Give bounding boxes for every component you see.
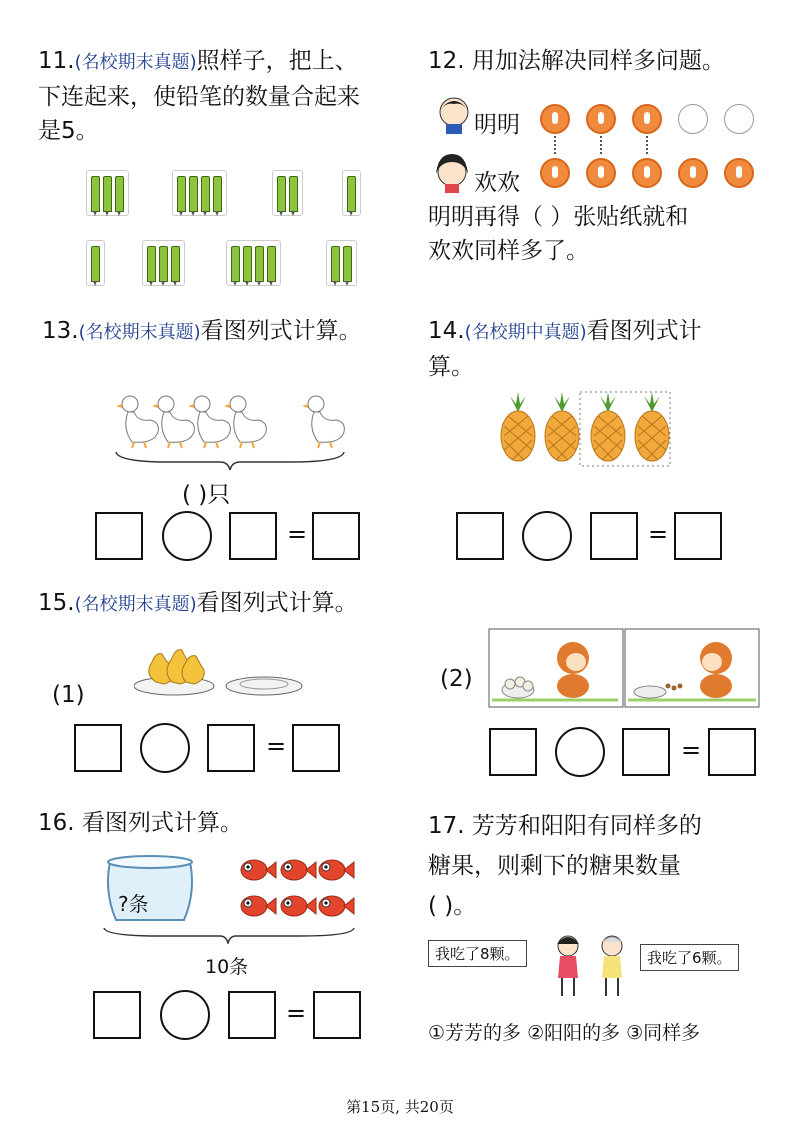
fish-icon xyxy=(319,860,354,880)
q15-1-box-2[interactable] xyxy=(207,724,255,772)
q12-answer xyxy=(428,200,788,268)
q13-box-result[interactable] xyxy=(312,512,360,560)
fish-icon xyxy=(281,896,316,916)
pencil-icon xyxy=(171,246,180,282)
q15-part2-label: (2) xyxy=(440,666,473,692)
sticker-icon xyxy=(540,158,570,188)
duck-icon xyxy=(188,396,230,448)
duck-icon xyxy=(116,396,158,448)
pencil-icon xyxy=(201,176,210,212)
q15-prompt xyxy=(38,586,358,622)
pencil-icon xyxy=(103,176,112,212)
q14-operator-circle[interactable] xyxy=(522,511,572,561)
pencil-icon xyxy=(343,246,352,282)
pencil-icon xyxy=(91,176,100,212)
q15-2-box-2[interactable] xyxy=(622,728,670,776)
q16-bowl-label: ?条 xyxy=(118,892,149,916)
pencil-icon xyxy=(347,176,356,212)
q15-number: 15. xyxy=(38,590,75,616)
q16-operator-circle[interactable] xyxy=(160,990,210,1040)
pineapple-icon xyxy=(545,392,579,461)
q16-box-result[interactable] xyxy=(313,991,361,1039)
q17-speech-1: 我吃了8颗。 xyxy=(428,940,527,967)
q13-tag: (名校期末真题) xyxy=(78,322,201,343)
q13-prompt xyxy=(42,314,362,350)
sticker-icon xyxy=(632,158,662,188)
q12-name-mingming: 明明 xyxy=(474,112,520,138)
q11-line1: 照样子，把上、 xyxy=(196,48,358,74)
sticker-icon xyxy=(678,158,708,188)
q16-box-1[interactable] xyxy=(93,991,141,1039)
q15-text: 看图列式计算。 xyxy=(196,590,358,616)
pencil-icon xyxy=(231,246,240,282)
page-footer: 第15页, 共20页 xyxy=(346,1098,454,1116)
pencil-icon xyxy=(159,246,168,282)
q11-number: 11. xyxy=(38,48,75,74)
q17-prompt xyxy=(428,806,778,926)
fish-icon xyxy=(241,896,276,916)
q15-1-operator-circle[interactable] xyxy=(140,723,190,773)
q13-blank-label: ( )只 xyxy=(182,482,231,508)
q13-equals: = xyxy=(287,520,308,548)
sticker-icon xyxy=(586,104,616,134)
match-line xyxy=(600,136,602,154)
q15-2-box-result[interactable] xyxy=(708,728,756,776)
monkey-peanuts-illustration xyxy=(488,628,760,708)
pencil-icon xyxy=(267,246,276,282)
fish-icon xyxy=(241,860,276,880)
pineapple-icon xyxy=(635,392,669,461)
match-line xyxy=(646,136,648,154)
q17-line2: 糖果，则剩下的糖果数量 xyxy=(428,853,681,879)
q16-prompt: 16. 看图列式计算。 xyxy=(38,810,243,836)
pencil-group[interactable] xyxy=(272,170,303,216)
q14-box-result[interactable] xyxy=(674,512,722,560)
pencil-group[interactable] xyxy=(86,240,105,286)
pencil-group[interactable] xyxy=(342,170,361,216)
q15-tag: (名校期末真题) xyxy=(74,594,197,615)
pineapple-icon xyxy=(501,392,535,461)
q14-equals: = xyxy=(648,520,669,548)
pencil-group[interactable] xyxy=(86,170,129,216)
duck-icon xyxy=(302,396,344,448)
pencil-icon xyxy=(331,246,340,282)
pencil-icon xyxy=(255,246,264,282)
q15-2-equals: = xyxy=(681,736,702,764)
q16-total-label: 10条 xyxy=(205,956,249,978)
sticker-icon xyxy=(540,104,570,134)
q15-1-equals: = xyxy=(266,732,287,760)
pencil-icon xyxy=(115,176,124,212)
q13-text: 看图列式计算。 xyxy=(200,318,362,344)
q11-tag: (名校期末真题) xyxy=(74,52,197,73)
pencil-icon xyxy=(277,176,286,212)
pineapple-icon xyxy=(591,392,625,461)
q13-number: 13. xyxy=(42,318,79,344)
sticker-icon xyxy=(586,158,616,188)
pencil-group[interactable] xyxy=(172,170,227,216)
q14-tag: (名校期中真题) xyxy=(464,322,587,343)
pencil-icon xyxy=(147,246,156,282)
ducks-illustration xyxy=(110,392,350,472)
pencil-group[interactable] xyxy=(326,240,357,286)
q12-answer-line1: 明明再得（ ）张贴纸就和 xyxy=(428,204,689,230)
q14-box-1[interactable] xyxy=(456,512,504,560)
q17-speech-2: 我吃了6颗。 xyxy=(640,944,739,971)
q17-line1: 17. 芳芳和阳阳有同样多的 xyxy=(428,813,702,839)
q17-line3: ( )。 xyxy=(428,893,477,919)
fish-icon xyxy=(281,860,316,880)
q14-line1: 看图列式计 xyxy=(586,318,702,344)
pencil-icon xyxy=(177,176,186,212)
duck-icon xyxy=(152,396,194,448)
fangfang-yangyang-illustration xyxy=(540,932,636,1002)
q14-line2: 算。 xyxy=(428,354,474,380)
fish-icon xyxy=(319,896,354,916)
q16-equals: = xyxy=(286,999,307,1027)
q15-2-operator-circle[interactable] xyxy=(555,727,605,777)
q15-1-box-result[interactable] xyxy=(292,724,340,772)
q15-part1-label: (1) xyxy=(52,682,85,708)
huanhuan-avatar-icon xyxy=(430,150,474,194)
sticker-icon xyxy=(724,158,754,188)
q14-prompt xyxy=(428,314,788,384)
pencil-icon xyxy=(213,176,222,212)
q13-box-2[interactable] xyxy=(229,512,277,560)
empty-sticker-slot xyxy=(678,104,708,134)
q11-prompt xyxy=(38,44,418,148)
q12-answer-line2: 欢欢同样多了。 xyxy=(428,238,589,264)
pencil-group[interactable] xyxy=(142,240,185,286)
q11-line2: 下连起来，使铅笔的数量合起来 xyxy=(38,84,360,110)
duck-icon xyxy=(224,396,266,448)
q17-options: ①芳芳的多 ②阳阳的多 ③同样多 xyxy=(428,1022,701,1044)
pineapples-illustration xyxy=(490,390,680,470)
q11-line3: 是5。 xyxy=(38,118,99,144)
q13-box-1[interactable] xyxy=(95,512,143,560)
q16-box-2[interactable] xyxy=(228,991,276,1039)
q13-operator-circle[interactable] xyxy=(162,511,212,561)
q14-box-2[interactable] xyxy=(590,512,638,560)
sticker-icon xyxy=(632,104,662,134)
q15-1-box-1[interactable] xyxy=(74,724,122,772)
mingming-avatar-icon xyxy=(432,92,476,136)
q15-2-box-1[interactable] xyxy=(489,728,537,776)
q12-prompt: 12. 用加法解决同样多问题。 xyxy=(428,48,725,74)
pencil-icon xyxy=(91,246,100,282)
pencil-icon xyxy=(289,176,298,212)
pears-plates-illustration xyxy=(134,634,314,698)
q14-number: 14. xyxy=(428,318,465,344)
empty-sticker-slot xyxy=(724,104,754,134)
pencil-icon xyxy=(243,246,252,282)
match-line xyxy=(554,136,556,154)
pencil-group[interactable] xyxy=(226,240,281,286)
pencil-icon xyxy=(189,176,198,212)
q12-name-huanhuan: 欢欢 xyxy=(474,170,520,196)
